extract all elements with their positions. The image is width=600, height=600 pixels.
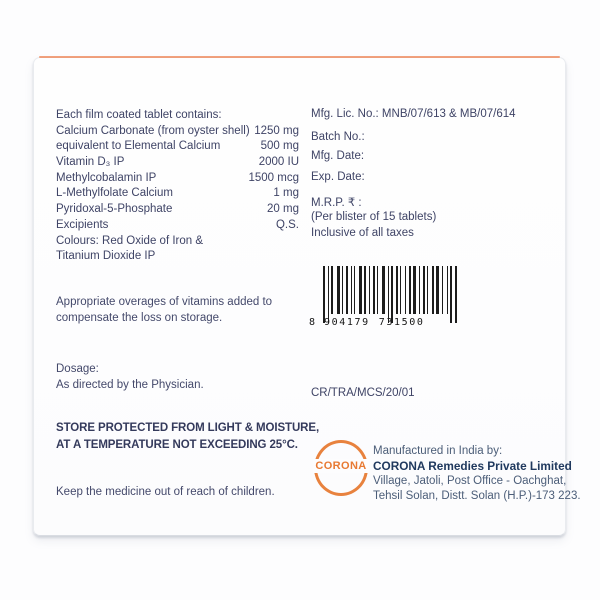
children-safety-note: Keep the medicine out of reach of children. — [56, 486, 275, 498]
ingredient-amount: 2000 IU — [258, 156, 299, 169]
corona-logo-word: CORONA — [315, 460, 367, 472]
composition-block — [56, 108, 299, 265]
mfg-date-label: Mfg. Date: — [311, 150, 365, 162]
ingredient-amount: 1500 mcg — [248, 171, 299, 184]
storage-warning — [56, 420, 319, 454]
mrp-label: M.R.P. ₹ : — [311, 197, 362, 209]
pack-code-line: CR/TRA/MCS/20/01 — [311, 387, 415, 399]
manufacturer-block — [373, 444, 581, 504]
colours-line: Titanium Dioxide IP — [56, 250, 156, 263]
colours-line: Colours: Red Oxide of Iron & — [56, 234, 204, 247]
ingredient-amount: 20 mg — [267, 203, 299, 216]
ingredient-name: Methylcobalamin IP — [56, 171, 157, 184]
dosage-block — [56, 361, 204, 393]
mrp-tax-note: Inclusive of all taxes — [311, 227, 414, 239]
ingredient-name: Excipients — [56, 218, 109, 231]
ingredient-row — [56, 202, 299, 218]
ingredient-name: L-Methylfolate Calcium — [56, 187, 173, 200]
ingredient-amount: 500 mg — [260, 140, 299, 153]
manufacturer-address-line: Village, Jatoli, Post Office - Oachghat, — [373, 475, 567, 487]
overages-note — [56, 294, 272, 326]
corona-logo-text — [310, 460, 372, 472]
ingredient-name: Calcium Carbonate (from oyster shell) — [56, 124, 250, 137]
ingredient-amount: 1 mg — [273, 187, 299, 200]
dosage-heading: Dosage: — [56, 363, 99, 375]
barcode-digit-group: 904179 — [324, 317, 370, 328]
ingredient-amount: 1250 mg — [254, 124, 299, 137]
overages-line: compensate the loss on storage. — [56, 312, 223, 324]
barcode-digit-prefix: 8 — [309, 317, 316, 328]
manufacturer-name: CORONA Remedies Private Limited — [373, 459, 572, 473]
mrp-blister-note: (Per blister of 15 tablets) — [311, 211, 437, 223]
composition-heading: Each film coated tablet contains: — [56, 109, 222, 121]
box-top-edge-accent — [39, 56, 560, 58]
dosage-text: As directed by the Physician. — [56, 379, 204, 391]
barcode-digit-group: 731500 — [378, 317, 425, 328]
storage-warning-line: STORE PROTECTED FROM LIGHT & MOISTURE, — [56, 422, 320, 434]
batch-number-label: Batch No.: — [311, 131, 365, 143]
ingredient-row — [56, 155, 299, 171]
ingredient-amount: Q.S. — [275, 218, 299, 231]
ingredient-name: Pyridoxal-5-Phosphate — [56, 203, 173, 216]
manufacturer-address-line: Tehsil Solan, Distt. Solan (H.P.)-173 223. — [373, 490, 581, 502]
exp-date-label: Exp. Date: — [311, 171, 365, 183]
ingredient-row — [56, 218, 299, 234]
ingredient-row — [56, 139, 299, 155]
manufactured-by-label: Manufactured in India by: — [373, 445, 503, 457]
ingredient-row — [56, 124, 299, 140]
storage-warning-line: AT A TEMPERATURE NOT EXCEEDING 25°C. — [56, 439, 298, 451]
medicine-box-back-panel — [33, 57, 581, 536]
ingredient-name: equivalent to Elemental Calcium — [56, 140, 221, 153]
ean-barcode — [309, 266, 461, 332]
ingredient-name: Vitamin D₃ IP — [56, 156, 125, 169]
ingredient-row — [56, 171, 299, 187]
barcode-number — [309, 316, 461, 328]
ingredient-row — [56, 186, 299, 202]
mfg-licence-number: Mfg. Lic. No.: MNB/07/613 & MB/07/614 — [311, 108, 516, 120]
overages-line: Appropriate overages of vitamins added to — [56, 296, 273, 308]
